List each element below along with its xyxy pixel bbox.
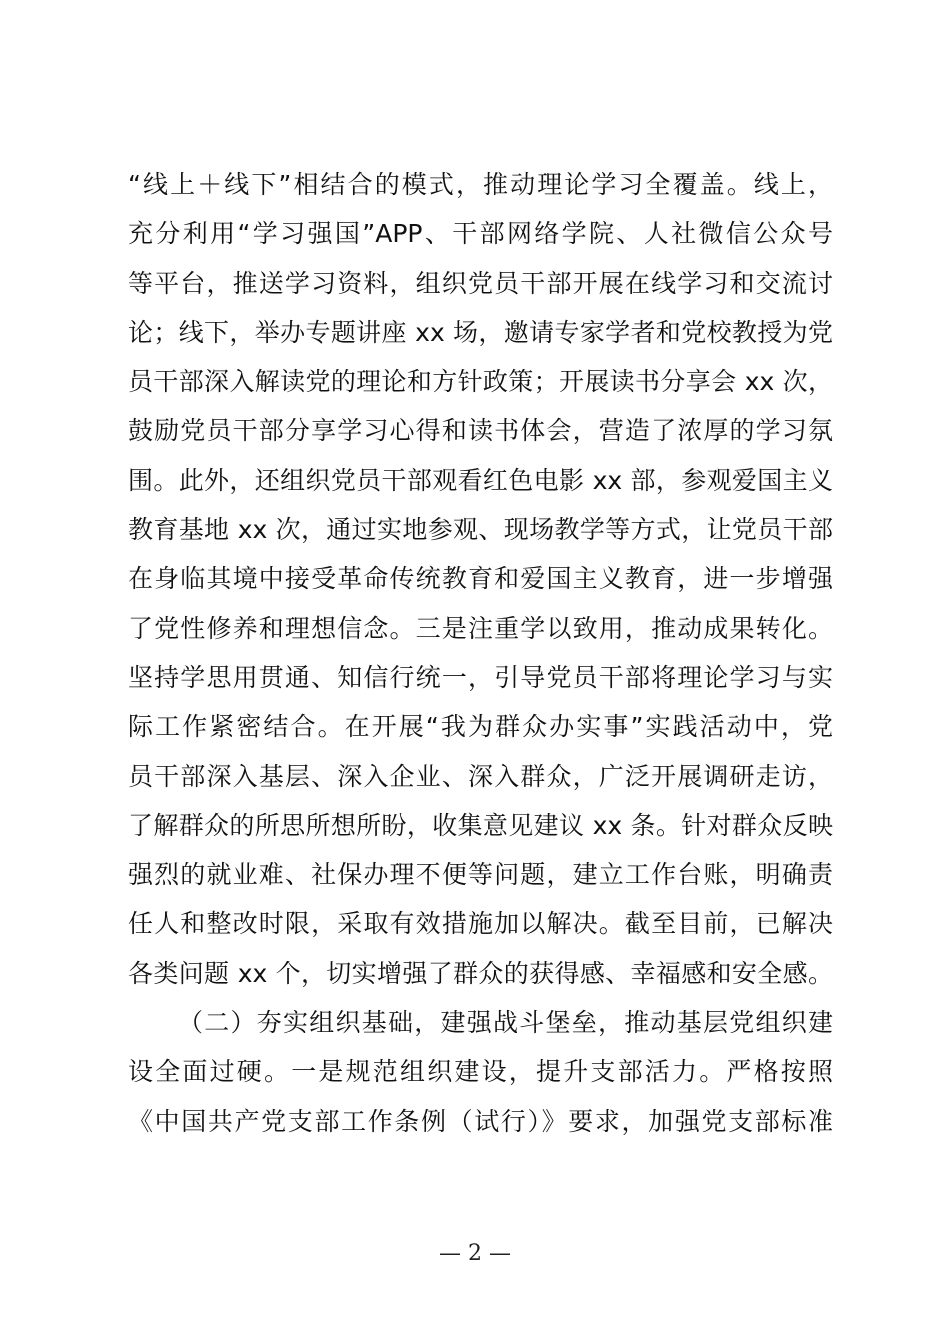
text-line: 各类问题 xx 个，切实增强了群众的获得感、幸福感和安全感。 (128, 958, 833, 988)
text-line: 鼓励党员干部分享学习心得和读书体会，营造了浓厚的学习氛 (128, 416, 833, 446)
text-line: “线上＋线下”相结合的模式，推动理论学习全覆盖。线上， (128, 170, 833, 199)
text-line: 等平台，推送学习资料，组织党员干部开展在线学习和交流讨 (128, 268, 833, 298)
body-text (128, 160, 833, 1146)
text-line: 《中国共产党支部工作条例（试行）》要求，加强党支部标准 (128, 1106, 833, 1136)
text-line: （二）夯实组织基础，建强战斗堡垒，推动基层党组织建 (178, 1008, 833, 1038)
text-line: 了解群众的所思所想所盼，收集意见建议 xx 条。针对群众反映 (128, 810, 833, 840)
text-line: 设全面过硬。一是规范组织建设，提升支部活力。严格按照 (128, 1057, 833, 1087)
text-line: 教育基地 xx 次，通过实地参观、现场教学等方式，让党员干部 (128, 515, 833, 545)
text-line: 员干部深入基层、深入企业、深入群众，广泛开展调研走访， (128, 761, 833, 791)
page-number: — 2 — (439, 1241, 511, 1266)
text-line: 围。此外，还组织党员干部观看红色电影 xx 部，参观爱国主义 (128, 465, 833, 495)
text-line: 坚持学思用贯通、知信行统一，引导党员干部将理论学习与实 (128, 662, 833, 692)
text-line: 际工作紧密结合。在开展“我为群众办实事”实践活动中，党 (128, 712, 833, 742)
text-line: 论；线下，举办专题讲座 xx 场，邀请专家学者和党校教授为党 (128, 317, 833, 347)
text-line: 任人和整改时限，采取有效措施加以解决。截至目前，已解决 (128, 909, 833, 939)
text-line: 充分利用“学习强国”APP、干部网络学院、人社微信公众号 (128, 219, 833, 249)
text-line: 了党性修养和理想信念。三是注重学以致用，推动成果转化。 (128, 613, 833, 643)
text-line: 员干部深入解读党的理论和方针政策；开展读书分享会 xx 次， (128, 367, 833, 397)
text-line: 强烈的就业难、社保办理不便等问题，建立工作台账，明确责 (128, 860, 833, 890)
text-line: 在身临其境中接受革命传统教育和爱国主义教育，进一步增强 (128, 564, 833, 594)
